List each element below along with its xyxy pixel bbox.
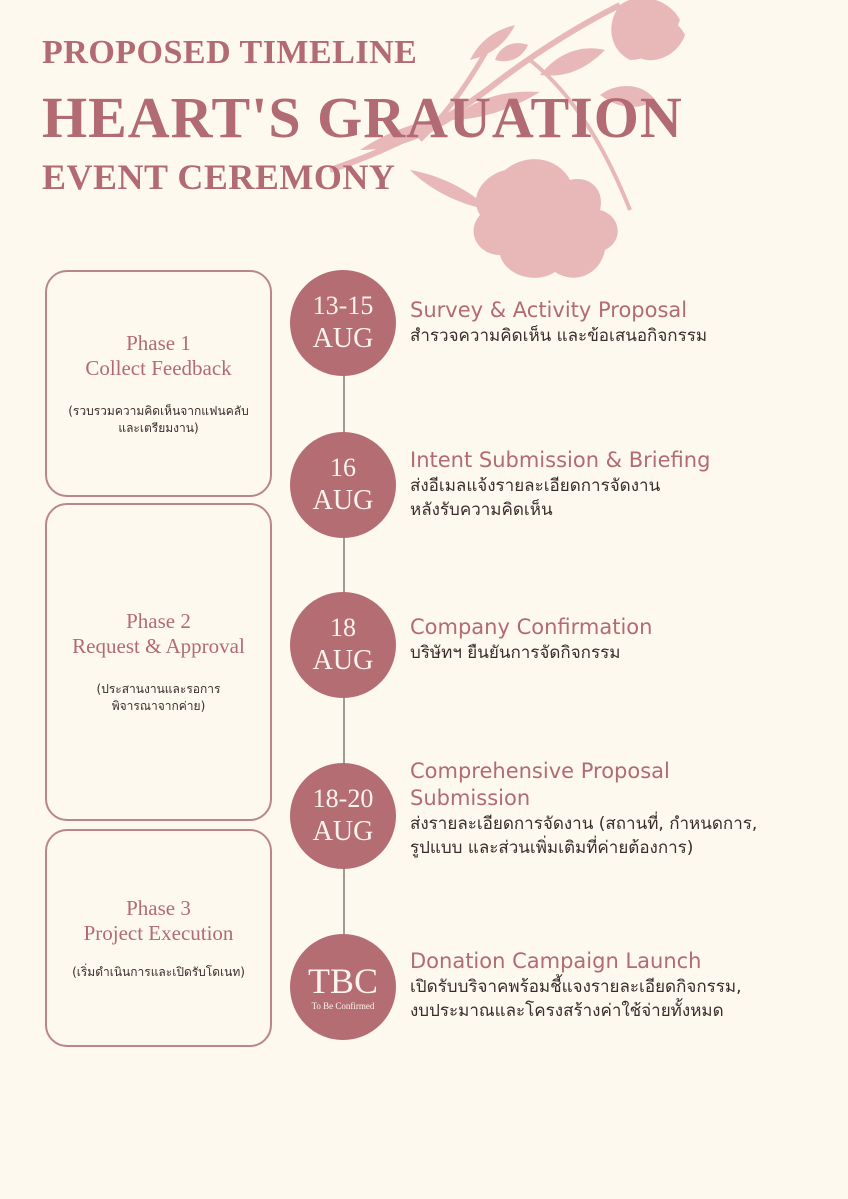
event-4-title: Comprehensive Proposal Submission	[410, 759, 670, 810]
date-tbc-sub: To Be Confirmed	[311, 1001, 375, 1011]
date-day-4: 18-20	[312, 784, 374, 813]
event-2-desc: ส่งอีเมลแจ้งรายละเอียดการจัดงาน หลังรับความคิดเห็น	[410, 476, 661, 520]
event-5	[410, 948, 830, 1023]
phase-1-note: (รวบรวมความคิดเห็นจากแฟนคลับ และเตรียมงาน)	[68, 403, 249, 435]
date-day-2: 16	[330, 453, 356, 482]
event-1-title: Survey & Activity Proposal	[410, 298, 688, 322]
event-5-desc: เปิดรับบริจาคพร้อมชี้แจงรายละเอียดกิจกรรม, งบประมาณและโครงสร้างค่าใช้จ่ายทั้งหมด	[410, 977, 742, 1021]
date-circle-4	[290, 763, 396, 869]
event-3	[410, 614, 830, 665]
phase-2-title: Phase 2 Request & Approval	[72, 609, 245, 658]
main-title: HEART'S GRAUATION	[42, 85, 683, 150]
event-3-title: Company Confirmation	[410, 615, 653, 639]
date-day-1: 13-15	[312, 291, 374, 320]
event-2	[410, 447, 830, 522]
phase-2-box	[45, 503, 272, 821]
event-4-desc: ส่งรายละเอียดการจัดงาน (สถานที่, กำหนดการ, รูปแบบ และส่วนเพิ่มเติมที่ค่ายต้องการ)	[410, 814, 758, 858]
subtitle-proposed-timeline: PROPOSED TIMELINE	[42, 34, 418, 71]
event-1-desc: สำรวจความคิดเห็น และข้อเสนอกิจกรรม	[410, 326, 708, 346]
date-circle-2	[290, 432, 396, 538]
date-month-2: AUG	[312, 485, 374, 516]
event-3-desc: บริษัทฯ ยืนยันการจัดกิจกรรม	[410, 643, 621, 663]
phase-3-box	[45, 829, 272, 1047]
date-circle-3	[290, 592, 396, 698]
date-month-1: AUG	[312, 323, 374, 354]
phase-1-title: Phase 1 Collect Feedback	[85, 330, 232, 380]
event-2-title: Intent Submission & Briefing	[410, 448, 711, 472]
subtitle-event-ceremony: EVENT CEREMONY	[42, 157, 396, 197]
phase-3-note: (เริ่มดำเนินการและเปิดรับโดเนท)	[72, 964, 245, 979]
date-month-3: AUG	[312, 645, 374, 676]
phase-1-box	[45, 270, 272, 497]
phase-3-title: Phase 3 Project Execution	[83, 895, 234, 945]
event-1	[410, 297, 830, 348]
date-day-3: 18	[330, 613, 356, 642]
date-circle-1	[290, 270, 396, 376]
date-tbc: TBC	[307, 961, 378, 1001]
date-circle-5	[290, 934, 396, 1040]
phase-2-note: (ประสานงานและรอการ พิจารณาจากค่าย)	[96, 682, 221, 713]
date-month-4: AUG	[312, 816, 374, 847]
event-4	[410, 758, 830, 860]
event-5-title: Donation Campaign Launch	[410, 949, 702, 973]
